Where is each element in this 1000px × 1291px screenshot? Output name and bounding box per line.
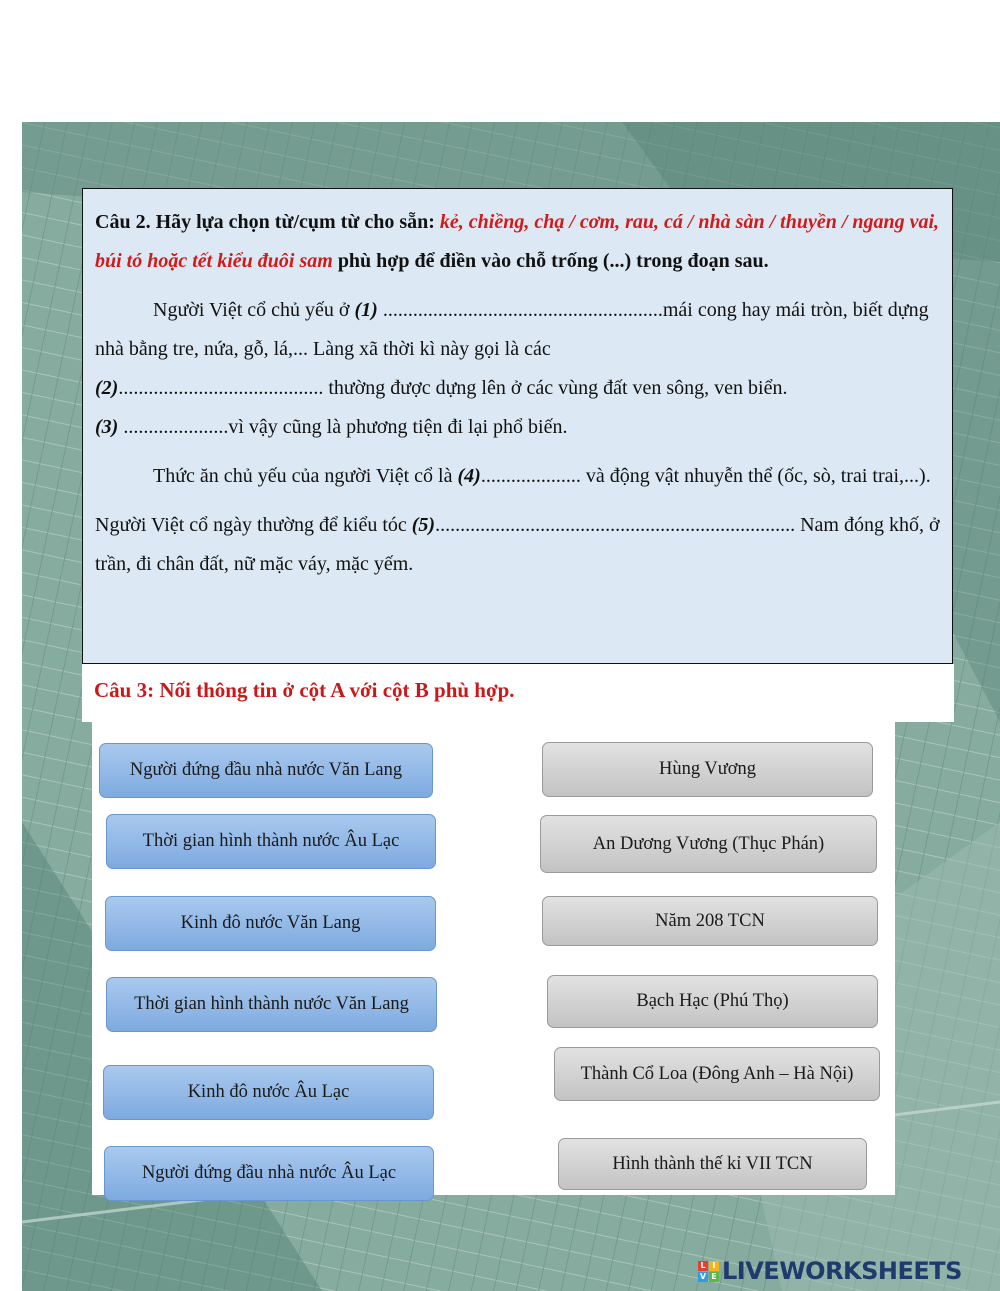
question-2-instructions: [95, 203, 940, 281]
paragraph-food: [95, 457, 940, 496]
column-a-item-4[interactable]: Thời gian hình thành nước Văn Lang: [106, 977, 437, 1032]
paragraph-text: ........................................................................ Nam đóng khố, ở trần, đi chân đất, nữ mặc váy, mặc yếm.: [95, 514, 940, 575]
blank-3[interactable]: (3): [95, 416, 119, 438]
column-b-item-2[interactable]: An Dương Vương (Thục Phán): [540, 815, 877, 873]
question-2-box: [82, 188, 953, 664]
blank-5[interactable]: (5): [411, 514, 436, 536]
column-a-item-5[interactable]: Kinh đô nước Âu Lạc: [103, 1065, 434, 1120]
paragraph-text: .....................vì vậy cũng là phương tiện đi lại phổ biến.: [118, 416, 568, 438]
logo-text: LIVEWORKSHEETS: [722, 1257, 962, 1285]
paragraph-housing-cont: [95, 369, 940, 408]
question-2-title-suffix: phù hợp để điền vào chỗ trống (...): [332, 250, 632, 272]
column-b-item-4[interactable]: Bạch Hạc (Phú Thọ): [547, 975, 878, 1028]
paragraph-housing: [95, 291, 940, 369]
column-b-item-5[interactable]: Thành Cổ Loa (Đông Anh – Hà Nội): [554, 1047, 880, 1101]
logo-letter: L: [698, 1261, 708, 1271]
word-options-cont: thuyền / ngang vai, búi tó hoặc tết kiểu đuôi sam: [95, 211, 940, 272]
column-b-item-6[interactable]: Hình thành thế kỉ VII TCN: [558, 1138, 867, 1190]
column-a-item-3[interactable]: Kinh đô nước Văn Lang: [105, 896, 436, 951]
logo-grid-icon: [698, 1261, 719, 1282]
column-b-item-1[interactable]: Hùng Vương: [542, 742, 873, 797]
paragraph-text: .................... và động vật nhuyễn thể (ốc, sò, trai trai,...).: [480, 465, 931, 487]
logo-letter: V: [699, 1272, 707, 1281]
liveworksheets-logo[interactable]: [698, 1256, 962, 1286]
paragraph-text: Người Việt cổ chủ yếu ở: [153, 299, 355, 321]
blank-1[interactable]: (1): [354, 299, 378, 321]
paragraph-hair: [95, 506, 940, 584]
paragraph-boats: [95, 408, 940, 447]
question-2-title: Câu 2. Hãy lựa chọn từ/cụm từ cho sẵn:: [95, 211, 440, 233]
question-3-title: Câu 3: Nối thông tin ở cột A với cột B phù hợp.: [82, 664, 954, 722]
column-a-item-6[interactable]: Người đứng đầu nhà nước Âu Lạc: [104, 1146, 434, 1201]
column-a-item-2[interactable]: Thời gian hình thành nước Âu Lạc: [106, 814, 436, 869]
logo-letter: I: [709, 1261, 719, 1271]
blank-2[interactable]: (2): [95, 377, 119, 399]
paragraph-text: ......................................... thường được dựng lên ở các vùng đất ven sông, ven biển.: [118, 377, 788, 399]
column-b-item-3[interactable]: Năm 208 TCN: [542, 896, 878, 946]
paragraph-text: Thức ăn chủ yếu của người Việt cổ là: [153, 465, 458, 487]
word-options: kẻ, chiềng, chạ / cơm, rau, cá / nhà sàn /: [439, 211, 776, 233]
logo-letter: E: [709, 1272, 719, 1282]
question-2-title-end: trong đoạn sau.: [636, 250, 769, 272]
blank-4[interactable]: (4): [457, 465, 481, 487]
paragraph-text: Người Việt cổ ngày thường để kiểu tóc: [95, 514, 412, 536]
paragraph-text: ........................................................mái cong hay mái tròn, biết dựng nhà bằng tre, nứa, gỗ, lá,... Làng xã thời kì này gọi là các: [95, 299, 929, 360]
column-a-item-1[interactable]: Người đứng đầu nhà nước Văn Lang: [99, 743, 433, 798]
